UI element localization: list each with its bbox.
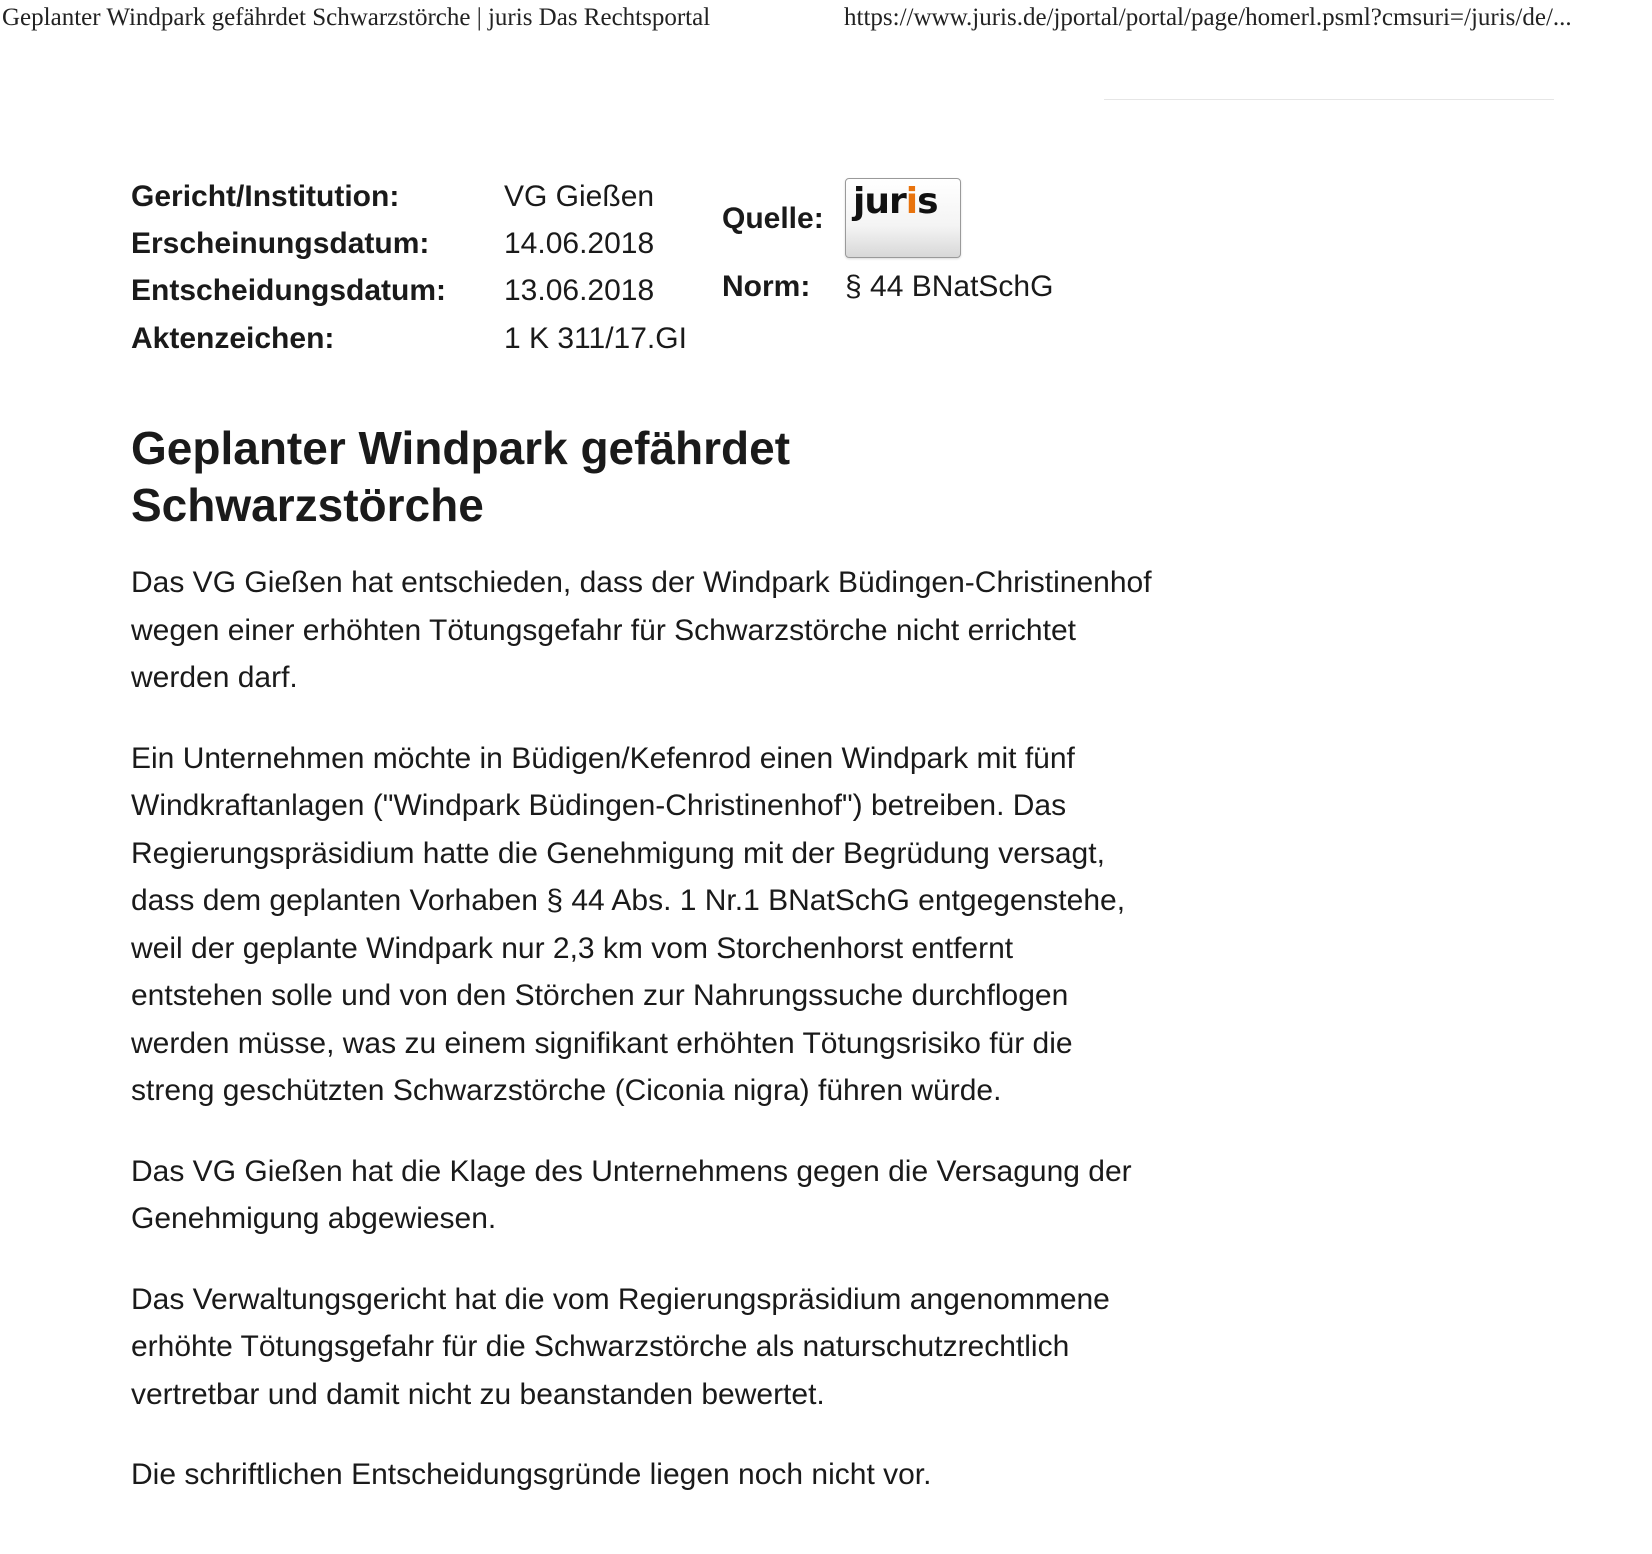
article-headline: Geplanter Windpark gefährdet Schwarzstörche xyxy=(131,422,791,531)
paragraph-2: Ein Unternehmen möchte in Büdigen/Kefenrod einen Windpark mit fünf Windkraftanlagen ("Windpark Büdingen-Christinenhof") betreiben. Das Regierungspräsidium hatte die Genehmigung mit der Begrüdung versagt, dass dem geplanten Vorhaben § 44 Abs. 1 Nr.1 BNatSchG entgegenstehe, weil der geplante Windpark nur 2,3 km vom Storchenhorst entfernt entstehen solle und von den Störchen zur Nahrungssuche durchflogen werden müsse, was zu einem signifikant erhöhten Tötungsrisiko für die streng geschützten Schwarzstörche (Ciconia nigra) führen würde. xyxy=(131,741,1126,1107)
norm-value: § 44 BNatSchG xyxy=(845,270,1054,303)
paragraph-4: Das Verwaltungsgericht hat die vom Regierungspräsidium angenommene erhöhte Tötungsgefahr für die Schwarzstörche als naturschutzrechtlich vertretbar und damit nicht zu beanstanden bewertet. xyxy=(131,1282,1110,1411)
published-value: 14.06.2018 xyxy=(504,227,655,260)
file-number-label: Aktenzeichen: xyxy=(131,322,335,355)
print-header xyxy=(0,0,1652,40)
court-value: VG Gießen xyxy=(504,180,655,213)
court-label: Gericht/Institution: xyxy=(131,180,400,213)
paragraph-5: Die schriftlichen Entscheidungsgründe liegen noch nicht vor. xyxy=(131,1458,932,1491)
paragraph-1: Das VG Gießen hat entschieden, dass der Windpark Büdingen-Christinenhof wegen einer erhöhten Tötungsgefahr für Schwarzstörche nicht errichtet werden darf. xyxy=(131,566,1152,694)
source-label: Quelle: xyxy=(722,202,824,235)
decision-value: 13.06.2018 xyxy=(504,274,655,307)
norm-label: Norm: xyxy=(722,270,811,303)
juris-logo-text: juris xyxy=(853,181,938,222)
article xyxy=(131,420,1152,1499)
decision-label: Entscheidungsdatum: xyxy=(131,274,447,307)
print-page-title: Geplanter Windpark gefährdet Schwarzstörche | juris Das Rechtsportal xyxy=(2,4,711,31)
published-label: Erscheinungsdatum: xyxy=(131,227,430,260)
file-number-value: 1 K 311/17.GI xyxy=(504,322,687,355)
paragraph-3: Das VG Gießen hat die Klage des Unternehmens gegen die Versagung der Genehmigung abgewiesen. xyxy=(131,1154,1132,1235)
divider xyxy=(1104,99,1554,100)
juris-logo xyxy=(845,178,961,258)
print-page-url: https://www.juris.de/jportal/portal/page/homerl.psml?cmsuri=/juris/de/... xyxy=(844,4,1572,31)
